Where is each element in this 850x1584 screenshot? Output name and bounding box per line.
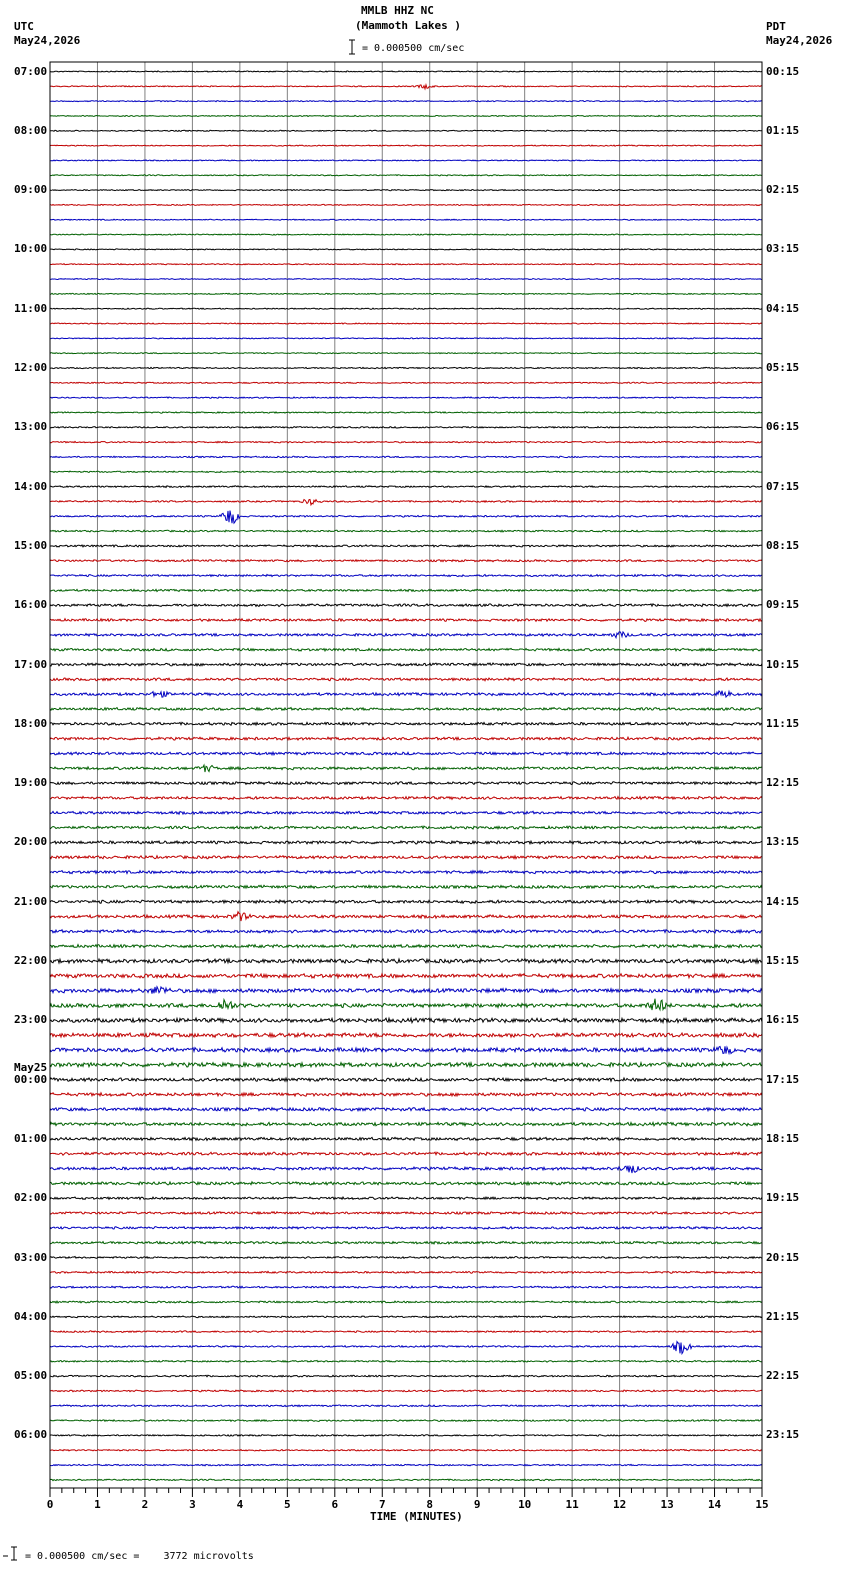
x-tick-label: 10 [518, 1498, 532, 1511]
pdt-hour-label: 14:15 [766, 894, 800, 908]
trace-row [50, 353, 762, 354]
trace-row [50, 1182, 762, 1185]
trace-row [50, 397, 762, 398]
trace-row [50, 1360, 762, 1362]
trace-row [50, 545, 762, 547]
trace-row [50, 575, 762, 577]
x-tick-label: 6 [331, 1498, 339, 1511]
trace-row [50, 219, 762, 220]
pdt-hour-label: 16:15 [766, 1013, 800, 1027]
trace-row [50, 530, 762, 532]
trace-row [50, 101, 762, 102]
trace-row [50, 560, 762, 562]
trace-row [50, 885, 762, 888]
trace-row [50, 1450, 762, 1452]
trace-row [50, 1212, 762, 1214]
trace-row [50, 765, 762, 772]
pdt-hour-label: 05:15 [766, 361, 800, 374]
trace-row [50, 1464, 762, 1466]
trace-row [50, 974, 762, 978]
pdt-hour-label: 10:15 [766, 657, 800, 671]
pdt-hour-label: 11:15 [766, 716, 800, 730]
right-date-label: May24,2026 [766, 34, 833, 47]
trace-row [50, 722, 762, 725]
trace-row [50, 382, 762, 383]
utc-hour-label: 01:00 [14, 1131, 48, 1145]
utc-hour-label: 11:00 [14, 301, 48, 315]
minute-gridlines [97, 62, 714, 1488]
trace-row [50, 632, 762, 638]
station-location: (Mammoth Lakes ) [355, 19, 461, 32]
trace-row [50, 145, 762, 146]
trace-row [50, 115, 762, 116]
pdt-hour-label: 23:15 [766, 1428, 800, 1442]
utc-hour-label: 06:00 [14, 1428, 48, 1442]
trace-row [50, 930, 762, 933]
utc-hour-label: 10:00 [14, 242, 48, 256]
footer-scale-label: = 0.000500 cm/sec = 3772 microvolts [25, 1551, 254, 1562]
pdt-hour-label: 22:15 [766, 1369, 800, 1383]
x-tick-label: 11 [565, 1498, 579, 1511]
trace-row [50, 797, 762, 800]
trace-row [50, 987, 762, 994]
x-tick-label: 0 [46, 1498, 54, 1511]
pdt-hour-label: 01:15 [766, 123, 800, 137]
trace-row [50, 1375, 762, 1377]
trace-row [50, 338, 762, 339]
trace-row [50, 71, 762, 72]
pdt-hour-label: 08:15 [766, 538, 800, 552]
seismic-traces [50, 71, 762, 1481]
trace-row [50, 279, 762, 280]
trace-row [50, 367, 762, 368]
pdt-hour-label: 20:15 [766, 1250, 800, 1264]
utc-hour-label: 05:00 [14, 1369, 48, 1383]
trace-row [50, 1166, 762, 1173]
trace-row [50, 678, 762, 681]
pdt-hour-label: 07:15 [766, 479, 800, 493]
trace-row [50, 619, 762, 622]
trace-row [50, 1137, 762, 1140]
left-date-label: May24,2026 [14, 34, 81, 47]
trace-row [50, 648, 762, 651]
trace-row [50, 1331, 762, 1333]
trace-row [50, 441, 762, 443]
x-tick-label: 1 [94, 1498, 101, 1511]
time-axis [50, 1488, 762, 1497]
utc-hour-label: 21:00 [14, 894, 48, 908]
x-tick-label: 15 [755, 1498, 769, 1511]
trace-row [50, 1197, 762, 1200]
pdt-hour-label: 12:15 [766, 776, 800, 790]
trace-row [50, 1108, 762, 1111]
trace-row [50, 912, 762, 921]
x-tick-label: 7 [378, 1498, 386, 1511]
utc-hour-label: 17:00 [14, 657, 48, 671]
pdt-hour-label: 13:15 [766, 835, 800, 849]
trace-row [50, 900, 762, 903]
trace-row [50, 589, 762, 591]
trace-row [50, 511, 762, 524]
utc-hour-label: 00:00 [14, 1072, 48, 1086]
x-tick-label: 5 [284, 1498, 291, 1511]
utc-hour-label: 08:00 [14, 123, 48, 137]
x-axis-title: TIME (MINUTES) [370, 1510, 463, 1523]
utc-hour-label: 22:00 [14, 954, 48, 967]
trace-row [50, 1046, 762, 1053]
trace-row [50, 1257, 762, 1259]
trace-row [50, 782, 762, 785]
trace-row [50, 826, 762, 829]
utc-hour-label: 15:00 [14, 538, 48, 552]
x-tick-label: 13 [660, 1498, 674, 1511]
trace-row [50, 1405, 762, 1407]
pdt-hour-label: 17:15 [766, 1072, 800, 1086]
trace-row [50, 604, 762, 607]
trace-row [50, 204, 762, 205]
trace-row [50, 500, 762, 505]
utc-hour-label: 03:00 [14, 1250, 48, 1264]
trace-row [50, 841, 762, 844]
utc-hour-label: 14:00 [14, 479, 48, 493]
utc-hour-label: 09:00 [14, 183, 48, 197]
trace-row [50, 471, 762, 473]
utc-hour-label: 23:00 [14, 1013, 48, 1027]
pdt-hour-label: 15:15 [766, 954, 800, 967]
pdt-hour-label: 21:15 [766, 1309, 800, 1323]
utc-hour-label: 13:00 [14, 420, 48, 434]
utc-hour-label: 02:00 [14, 1191, 48, 1205]
station-name: MMLB HHZ NC [361, 4, 434, 17]
trace-row [50, 160, 762, 161]
trace-row [50, 811, 762, 814]
pdt-hour-label: 19:15 [766, 1191, 800, 1205]
trace-row [50, 1420, 762, 1422]
trace-row [50, 871, 762, 874]
trace-row [50, 1033, 762, 1037]
x-tick-label: 3 [189, 1498, 196, 1511]
right-timezone-label: PDT [766, 20, 786, 33]
utc-hour-label: 20:00 [14, 835, 48, 849]
trace-row [50, 264, 762, 265]
trace-row [50, 175, 762, 176]
trace-row [50, 308, 762, 309]
trace-row [50, 856, 762, 859]
pdt-hour-label: 00:15 [766, 64, 800, 78]
utc-hour-label: 04:00 [14, 1309, 48, 1323]
utc-hour-label: 16:00 [14, 598, 48, 612]
trace-row [50, 663, 762, 666]
pdt-hour-label: 09:15 [766, 598, 800, 612]
utc-hour-label: 12:00 [14, 361, 48, 374]
scale-label: = 0.000500 cm/sec [362, 43, 465, 54]
pdt-hour-label: 02:15 [766, 183, 800, 197]
trace-row [50, 1078, 762, 1081]
trace-row [50, 691, 762, 698]
trace-row [50, 752, 762, 755]
x-tick-label: 2 [141, 1498, 149, 1511]
trace-row [50, 1093, 762, 1097]
trace-row [50, 1316, 762, 1318]
trace-row [50, 708, 762, 711]
trace-row [50, 1301, 762, 1303]
trace-row [50, 1122, 762, 1125]
trace-row [50, 85, 762, 89]
pdt-hour-label: 04:15 [766, 301, 800, 315]
day-change-label: May25 [14, 1061, 48, 1074]
utc-hour-label: 18:00 [14, 716, 48, 730]
plot-frame [50, 62, 762, 1488]
trace-row [50, 1271, 762, 1273]
x-tick-label: 12 [613, 1498, 627, 1511]
trace-row [50, 1241, 762, 1244]
trace-row [50, 1152, 762, 1155]
trace-row [50, 945, 762, 948]
trace-row [50, 412, 762, 413]
trace-row [50, 456, 762, 458]
trace-row [50, 1063, 762, 1067]
trace-row [50, 293, 762, 294]
pdt-hour-label: 03:15 [766, 242, 800, 256]
x-tick-label: 8 [426, 1498, 434, 1511]
x-tick-label: 9 [473, 1498, 481, 1511]
trace-row [50, 323, 762, 324]
trace-row [50, 486, 762, 488]
trace-row [50, 1227, 762, 1230]
trace-row [50, 130, 762, 131]
pdt-hour-label: 18:15 [766, 1131, 800, 1145]
trace-row [50, 234, 762, 235]
scale-bar-icon [349, 40, 355, 54]
trace-row [50, 427, 762, 429]
x-tick-label: 14 [707, 1498, 722, 1511]
trace-row [50, 190, 762, 191]
trace-row [50, 959, 762, 963]
trace-row [50, 1286, 762, 1288]
pdt-hour-label: 06:15 [766, 420, 800, 434]
trace-row [50, 999, 762, 1010]
trace-row [50, 737, 762, 740]
trace-row [50, 1342, 762, 1354]
trace-row [50, 1479, 762, 1481]
left-timezone-label: UTC [14, 20, 34, 33]
trace-row [50, 1018, 762, 1023]
footer-scale-bar-icon [3, 1547, 17, 1560]
utc-hour-label: 19:00 [14, 776, 48, 790]
trace-row [50, 1390, 762, 1392]
utc-hour-label: 07:00 [14, 64, 48, 78]
x-tick-label: 4 [236, 1498, 244, 1511]
trace-row [50, 249, 762, 250]
trace-row [50, 1435, 762, 1436]
